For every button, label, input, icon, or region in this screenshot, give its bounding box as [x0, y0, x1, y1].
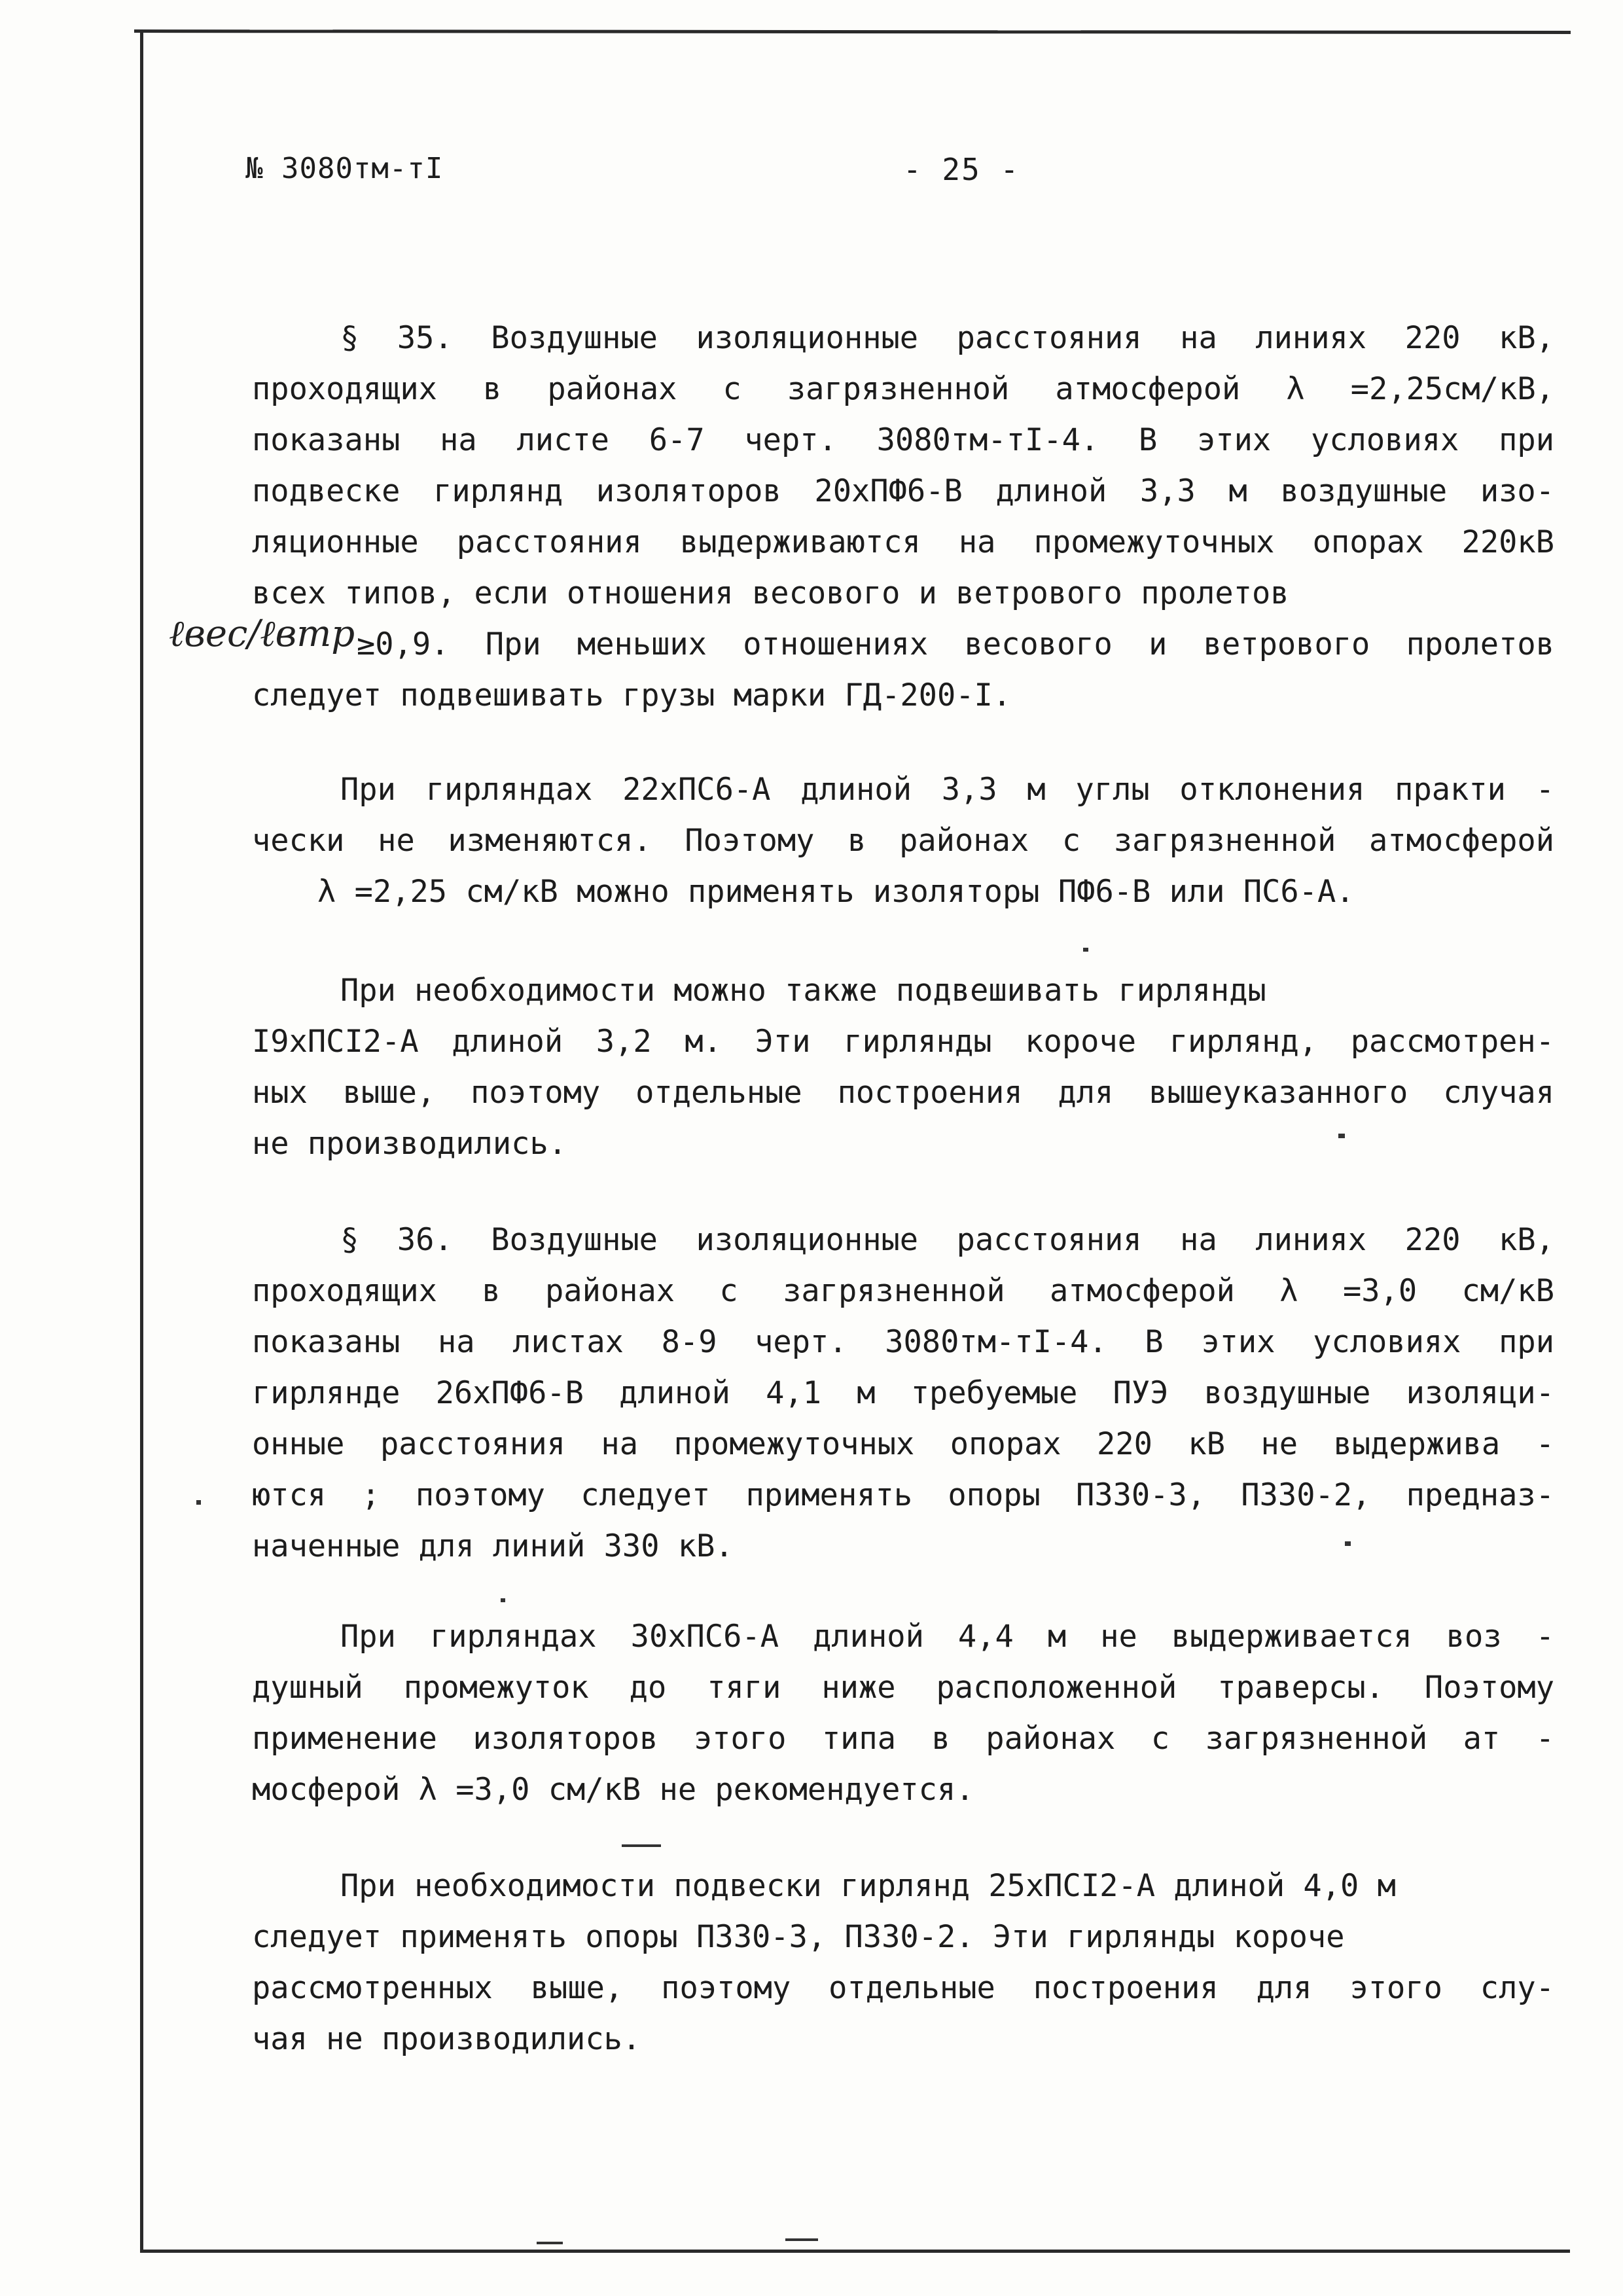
- paragraph-section-35: [252, 313, 1554, 721]
- text-line: рассмотренных выше, поэтому отдельные построения для этого слу-: [252, 1970, 1554, 2006]
- frame-left-line: [140, 30, 143, 2252]
- paragraph-garlands-22: [252, 764, 1554, 918]
- text-line: λ =2,25 см/кВ можно применять изоляторы ПФ6-В или ПС6-А.: [317, 874, 1355, 910]
- text-line: применение изоляторов этого типа в районах с загрязненной ат -: [252, 1721, 1554, 1757]
- paragraph-garlands-19: [252, 965, 1554, 1170]
- text-line: § 35. Воздушные изоляционные расстояния на линиях 220 кВ,: [340, 320, 1554, 356]
- paragraph-garlands-25: [252, 1861, 1554, 2065]
- text-line: чая не производились.: [252, 2021, 641, 2057]
- text-line: всех типов, если отношения весового и ветрового пролетов: [252, 575, 1289, 611]
- text-line: ляционные расстояния выдерживаются на промежуточных опорах 220кВ: [252, 524, 1554, 560]
- text-line: чески не изменяются. Поэтому в районах с загрязненной атмосферой: [252, 823, 1554, 859]
- scan-speck: [537, 2242, 563, 2244]
- frame-bottom-line: [140, 2250, 1570, 2253]
- text-line: не производились.: [252, 1126, 567, 1162]
- text-line: подвеске гирлянд изоляторов 20хПФ6-В длиной 3,3 м воздушные изо-: [252, 473, 1554, 509]
- text-line: ются ; поэтому следует применять опоры П330-3, П330-2, предназ-: [252, 1477, 1554, 1513]
- handwritten-ratio-note: ℓвес/ℓвтр: [169, 613, 355, 655]
- scan-speck: [501, 1598, 505, 1602]
- frame-top-line: [134, 29, 1571, 34]
- text-line: ≥0,9. При меньших отношениях весового и ветрового пролетов: [357, 626, 1554, 662]
- text-line: § 36. Воздушные изоляционные расстояния на линиях 220 кВ,: [340, 1222, 1554, 1258]
- document-number: № 3080тм-тI: [245, 152, 444, 185]
- text-line: При гирляндах 22хПС6-А длиной 3,3 м углы отклонения практи -: [340, 772, 1554, 808]
- text-line: наченные для линий 330 кВ.: [252, 1528, 734, 1564]
- text-line: проходящих в районах с загрязненной атмосферой λ =2,25см/кВ,: [252, 371, 1554, 407]
- text-line: При гирляндах 30хПС6-А длиной 4,4 м не выдерживается воз -: [340, 1619, 1554, 1655]
- text-line: I9хПСI2-А длиной 3,2 м. Эти гирлянды короче гирлянд, рассмотрен-: [252, 1024, 1554, 1060]
- text-line: проходящих в районах с загрязненной атмосферой λ =3,0 см/кВ: [252, 1273, 1554, 1309]
- paragraph-garlands-30: [252, 1611, 1554, 1816]
- text-line: мосферой λ =3,0 см/кВ не рекомендуется.: [252, 1772, 974, 1808]
- scan-speck: [196, 1500, 201, 1505]
- text-line: показаны на листах 8-9 черт. 3080тм-тI-4. В этих условиях при: [252, 1324, 1554, 1360]
- paragraph-section-36: [252, 1215, 1554, 1572]
- scan-speck: [785, 2238, 818, 2241]
- text-line: ных выше, поэтому отдельные построения для вышеуказанного случая: [252, 1075, 1554, 1111]
- page-number: - 25 -: [903, 152, 1020, 187]
- text-line: онные расстояния на промежуточных опорах 220 кВ не выдержива -: [252, 1426, 1554, 1462]
- text-line: При необходимости подвески гирлянд 25хПСI2-А длиной 4,0 м: [340, 1868, 1396, 1904]
- text-line: гирлянде 26хПФ6-В длиной 4,1 м требуемые ПУЭ воздушные изоляци-: [252, 1375, 1554, 1411]
- text-line: показаны на листе 6-7 черт. 3080тм-тI-4. В этих условиях при: [252, 422, 1554, 458]
- text-line: следует подвешивать грузы марки ГД-200-I.: [252, 677, 1012, 713]
- scan-speck: [1083, 948, 1088, 952]
- text-line: следует применять опоры П330-3, П330-2. Эти гирлянды короче: [252, 1919, 1345, 1955]
- text-line: При необходимости можно также подвешивать гирлянды: [340, 973, 1266, 1009]
- text-line: душный промежуток до тяги ниже расположенной траверсы. Поэтому: [252, 1670, 1554, 1706]
- scan-speck: [622, 1844, 661, 1847]
